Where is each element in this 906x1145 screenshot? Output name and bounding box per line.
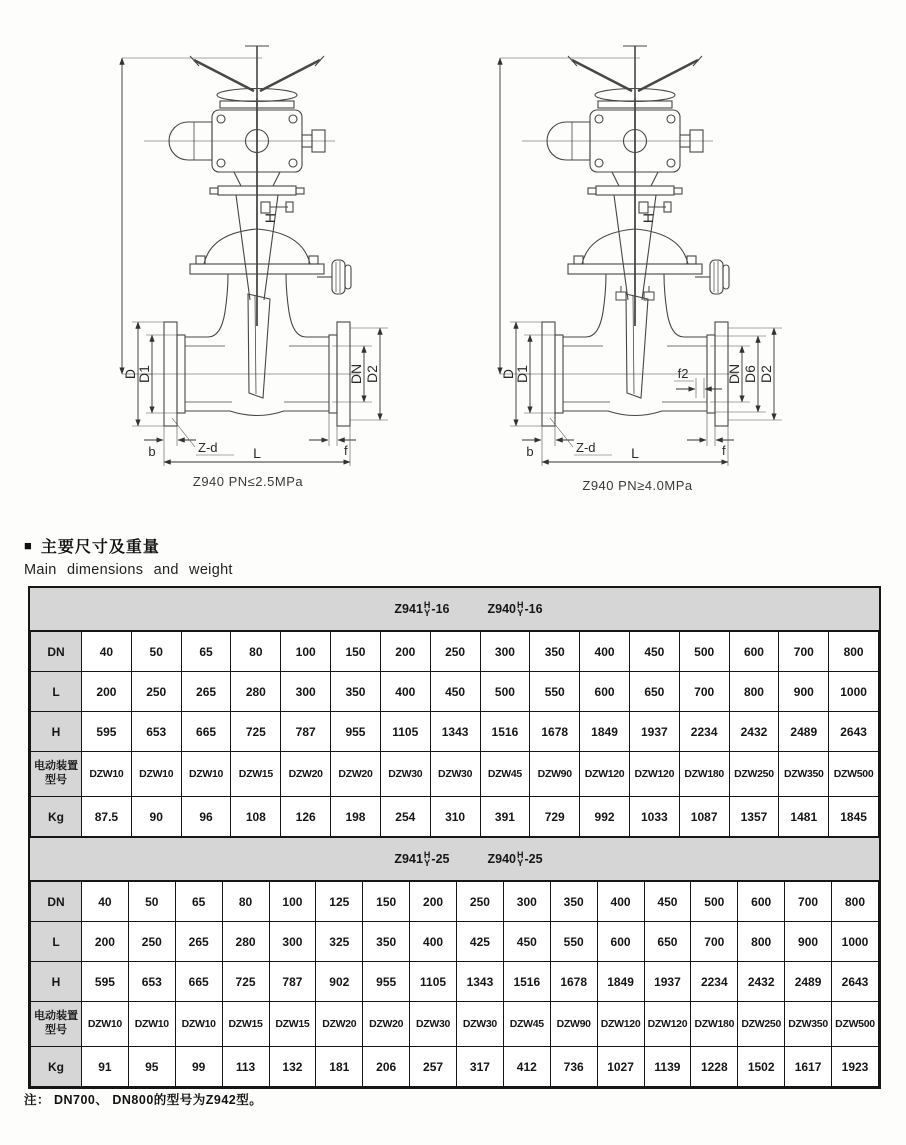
- table-cell: 665: [181, 712, 231, 752]
- dimensions-table: [28, 586, 881, 1089]
- table-cell: 2489: [779, 712, 829, 752]
- table-cell: 200: [410, 882, 457, 922]
- table-cell: 500: [480, 672, 530, 712]
- table-cell: 65: [175, 882, 222, 922]
- table-cell: 2432: [738, 962, 785, 1002]
- table-cell: 181: [316, 1047, 363, 1087]
- table-cell: 113: [222, 1047, 269, 1087]
- table-cell: 99: [175, 1047, 222, 1087]
- table-cell: 350: [331, 672, 381, 712]
- table-cell: 595: [82, 712, 132, 752]
- table-cell: 100: [269, 882, 316, 922]
- model-formula: Z941 H Y -25: [394, 849, 450, 868]
- table-cell: 700: [679, 672, 729, 712]
- table-cell: 200: [82, 922, 129, 962]
- row-label: H: [31, 962, 82, 1002]
- table-cell: 1849: [597, 962, 644, 1002]
- table-cell: 2489: [785, 962, 832, 1002]
- table-cell: 1033: [629, 797, 679, 837]
- table-cell: 1027: [597, 1047, 644, 1087]
- valve-body-drawing: [520, 46, 738, 426]
- table-cell: 800: [832, 882, 879, 922]
- table-cell: DZW10: [131, 752, 181, 797]
- table-cell: 550: [530, 672, 580, 712]
- table-cell: 595: [82, 962, 129, 1002]
- table-cell: 955: [331, 712, 381, 752]
- table-cell: 400: [410, 922, 457, 962]
- table-cell: 200: [82, 672, 132, 712]
- right-valve-caption: Z940 PN≥4.0MPa: [582, 478, 693, 493]
- table-header-pn16: [30, 588, 879, 631]
- table-cell: 955: [363, 962, 410, 1002]
- table-cell: 206: [363, 1047, 410, 1087]
- square-bullet-icon: ■: [24, 538, 33, 553]
- table-cell: 787: [281, 712, 331, 752]
- table-cell: 1105: [380, 712, 430, 752]
- table-cell: 1516: [480, 712, 530, 752]
- table-cell: 400: [597, 882, 644, 922]
- table-cell: 125: [316, 882, 363, 922]
- dim-label-dn: DN: [726, 363, 742, 385]
- table-cell: 50: [128, 882, 175, 922]
- table-cell: 450: [644, 882, 691, 922]
- table-cell: 450: [503, 922, 550, 962]
- table-cell: DZW120: [629, 752, 679, 797]
- table-cell: 2432: [729, 712, 779, 752]
- dim-label-zd: Z-d: [198, 440, 218, 455]
- table-cell: 1105: [410, 962, 457, 1002]
- table-cell: 800: [729, 672, 779, 712]
- table-cell: 1139: [644, 1047, 691, 1087]
- dim-label-b: b: [148, 444, 156, 459]
- table-cell: DZW10: [82, 752, 132, 797]
- table-cell: 600: [597, 922, 644, 962]
- table-cell: 800: [738, 922, 785, 962]
- table-cell: DZW350: [779, 752, 829, 797]
- dim-label-f: f: [344, 443, 348, 458]
- table-cell: DZW20: [316, 1002, 363, 1047]
- table-cell: 500: [679, 632, 729, 672]
- table-cell: 725: [222, 962, 269, 1002]
- table-cell: DZW120: [644, 1002, 691, 1047]
- table-cell: 40: [82, 632, 132, 672]
- table-cell: 391: [480, 797, 530, 837]
- table-cell: 400: [380, 672, 430, 712]
- table-cell: 729: [530, 797, 580, 837]
- table-cell: 1343: [457, 962, 504, 1002]
- dim-label-d2: D2: [364, 365, 380, 383]
- table-cell: DZW500: [832, 1002, 879, 1047]
- table-cell: 1087: [679, 797, 729, 837]
- row-label: 电动装置型号: [31, 1002, 82, 1047]
- dim-label-d6: D6: [742, 365, 758, 383]
- table-cell: 2234: [691, 962, 738, 1002]
- table-cell: 653: [131, 712, 181, 752]
- table-cell: 87.5: [82, 797, 132, 837]
- table-cell: DZW120: [597, 1002, 644, 1047]
- section-title: [24, 534, 160, 557]
- table-cell: 700: [785, 882, 832, 922]
- table-cell: 132: [269, 1047, 316, 1087]
- dim-label-zd: Z-d: [576, 440, 596, 455]
- right-valve-diagram: [470, 6, 805, 478]
- left-valve-diagram: [92, 6, 404, 474]
- table-cell: 1343: [430, 712, 480, 752]
- table-cell: 725: [231, 712, 281, 752]
- table-cell: DZW350: [785, 1002, 832, 1047]
- table-cell: 250: [128, 922, 175, 962]
- table-cell: 550: [550, 922, 597, 962]
- table-cell: 317: [457, 1047, 504, 1087]
- table-cell: 600: [580, 672, 630, 712]
- table-cell: 992: [580, 797, 630, 837]
- model-formula: Z940 H Y -25: [487, 849, 543, 868]
- table-cell: 650: [629, 672, 679, 712]
- table-cell: 2234: [679, 712, 729, 752]
- dim-label-f2: f2: [677, 366, 689, 381]
- row-label: L: [31, 672, 82, 712]
- table-cell: 250: [430, 632, 480, 672]
- dim-label-d: D: [500, 368, 516, 380]
- valve-body-drawing: [142, 46, 360, 426]
- table-cell: DZW20: [363, 1002, 410, 1047]
- table-cell: DZW250: [729, 752, 779, 797]
- table-cell: 300: [269, 922, 316, 962]
- table-cell: 1516: [503, 962, 550, 1002]
- table-cell: 250: [131, 672, 181, 712]
- left-valve-caption: Z940 PN≤2.5MPa: [192, 474, 304, 489]
- row-label: Kg: [31, 1047, 82, 1087]
- table-cell: 40: [82, 882, 129, 922]
- table-cell: DZW20: [281, 752, 331, 797]
- table-cell: DZW180: [691, 1002, 738, 1047]
- table-cell: 1678: [550, 962, 597, 1002]
- table-cell: 91: [82, 1047, 129, 1087]
- table-cell: 265: [181, 672, 231, 712]
- table-cell: DZW180: [679, 752, 729, 797]
- table-cell: 1617: [785, 1047, 832, 1087]
- table-cell: 450: [629, 632, 679, 672]
- table-cell: 1845: [829, 797, 879, 837]
- model-formula: Z941 H Y -16: [394, 599, 450, 618]
- table-cell: 400: [580, 632, 630, 672]
- table-cell: 1481: [779, 797, 829, 837]
- table-cell: 653: [128, 962, 175, 1002]
- row-label: 电动装置型号: [31, 752, 82, 797]
- dim-label-b: b: [526, 444, 534, 459]
- table-cell: 257: [410, 1047, 457, 1087]
- table-cell: 350: [363, 922, 410, 962]
- dim-label-d1: D1: [136, 365, 152, 383]
- table-cell: 2643: [829, 712, 879, 752]
- table-cell: 600: [729, 632, 779, 672]
- table-header-pn25: [30, 837, 879, 881]
- table-cell: DZW250: [738, 1002, 785, 1047]
- table-section-pn25: [30, 881, 879, 1087]
- table-cell: 100: [281, 632, 331, 672]
- table-cell: DZW30: [430, 752, 480, 797]
- table-cell: 80: [231, 632, 281, 672]
- table-cell: DZW30: [410, 1002, 457, 1047]
- table-cell: 450: [430, 672, 480, 712]
- table-cell: 350: [550, 882, 597, 922]
- table-cell: 700: [779, 632, 829, 672]
- table-cell: 650: [644, 922, 691, 962]
- footnote: 注： DN700、 DN800的型号为Z942型。: [24, 1093, 263, 1107]
- table-cell: DZW90: [550, 1002, 597, 1047]
- table-cell: 736: [550, 1047, 597, 1087]
- table-cell: DZW20: [331, 752, 381, 797]
- table-cell: 108: [231, 797, 281, 837]
- table-cell: DZW10: [82, 1002, 129, 1047]
- table-cell: 700: [691, 922, 738, 962]
- table-cell: DZW10: [181, 752, 231, 797]
- table-cell: 150: [331, 632, 381, 672]
- table-cell: 500: [691, 882, 738, 922]
- table-cell: DZW15: [222, 1002, 269, 1047]
- table-cell: 1228: [691, 1047, 738, 1087]
- table-cell: 600: [738, 882, 785, 922]
- row-label: H: [31, 712, 82, 752]
- table-cell: 95: [128, 1047, 175, 1087]
- table-cell: 1937: [629, 712, 679, 752]
- row-label: L: [31, 922, 82, 962]
- table-cell: 1937: [644, 962, 691, 1002]
- dim-label-h: H: [640, 212, 656, 224]
- table-cell: 90: [131, 797, 181, 837]
- table-cell: 50: [131, 632, 181, 672]
- dim-label-d1: D1: [514, 365, 530, 383]
- table-section-pn16: [30, 631, 879, 837]
- table-cell: 200: [380, 632, 430, 672]
- dim-label-l: L: [631, 445, 639, 461]
- dimension-lines: [122, 58, 388, 466]
- table-cell: 198: [331, 797, 381, 837]
- dim-label-f: f: [722, 443, 726, 458]
- table-cell: 300: [281, 672, 331, 712]
- table-cell: 1849: [580, 712, 630, 752]
- table-cell: 310: [430, 797, 480, 837]
- table-cell: 665: [175, 962, 222, 1002]
- table-cell: 150: [363, 882, 410, 922]
- table-cell: DZW90: [530, 752, 580, 797]
- row-label: DN: [31, 882, 82, 922]
- table-cell: 1502: [738, 1047, 785, 1087]
- table-cell: 300: [503, 882, 550, 922]
- table-cell: 280: [231, 672, 281, 712]
- table-cell: DZW10: [128, 1002, 175, 1047]
- table-cell: 787: [269, 962, 316, 1002]
- table-cell: 900: [785, 922, 832, 962]
- table-cell: 1000: [832, 922, 879, 962]
- model-formula: Z940 H Y -16: [487, 599, 543, 618]
- dim-label-d: D: [122, 368, 138, 380]
- table-cell: DZW15: [231, 752, 281, 797]
- table-cell: 902: [316, 962, 363, 1002]
- table-cell: DZW500: [829, 752, 879, 797]
- dim-label-d2: D2: [758, 365, 774, 383]
- table-cell: 2643: [832, 962, 879, 1002]
- table-cell: DZW120: [580, 752, 630, 797]
- table-cell: 412: [503, 1047, 550, 1087]
- table-cell: DZW30: [457, 1002, 504, 1047]
- table-cell: 325: [316, 922, 363, 962]
- table-cell: 800: [829, 632, 879, 672]
- table-cell: 1678: [530, 712, 580, 752]
- table-cell: DZW15: [269, 1002, 316, 1047]
- table-cell: DZW10: [175, 1002, 222, 1047]
- section-title-zh: 主要尺寸及重量: [40, 539, 160, 556]
- table-cell: 65: [181, 632, 231, 672]
- table-cell: 280: [222, 922, 269, 962]
- table-cell: 96: [181, 797, 231, 837]
- dim-label-l: L: [253, 445, 261, 461]
- dim-label-h: H: [262, 212, 278, 224]
- table-cell: 80: [222, 882, 269, 922]
- table-cell: DZW30: [380, 752, 430, 797]
- row-label: DN: [31, 632, 82, 672]
- dim-label-dn: DN: [348, 363, 364, 385]
- section-subtitle-en: Main dimensions and weight: [24, 562, 233, 578]
- table-cell: DZW45: [480, 752, 530, 797]
- table-cell: 1923: [832, 1047, 879, 1087]
- table-cell: 300: [480, 632, 530, 672]
- table-cell: 126: [281, 797, 331, 837]
- row-label: Kg: [31, 797, 82, 837]
- table-cell: 265: [175, 922, 222, 962]
- table-cell: DZW45: [503, 1002, 550, 1047]
- table-cell: 350: [530, 632, 580, 672]
- table-cell: 1000: [829, 672, 879, 712]
- table-cell: 250: [457, 882, 504, 922]
- table-cell: 900: [779, 672, 829, 712]
- table-cell: 1357: [729, 797, 779, 837]
- table-cell: 254: [380, 797, 430, 837]
- table-cell: 425: [457, 922, 504, 962]
